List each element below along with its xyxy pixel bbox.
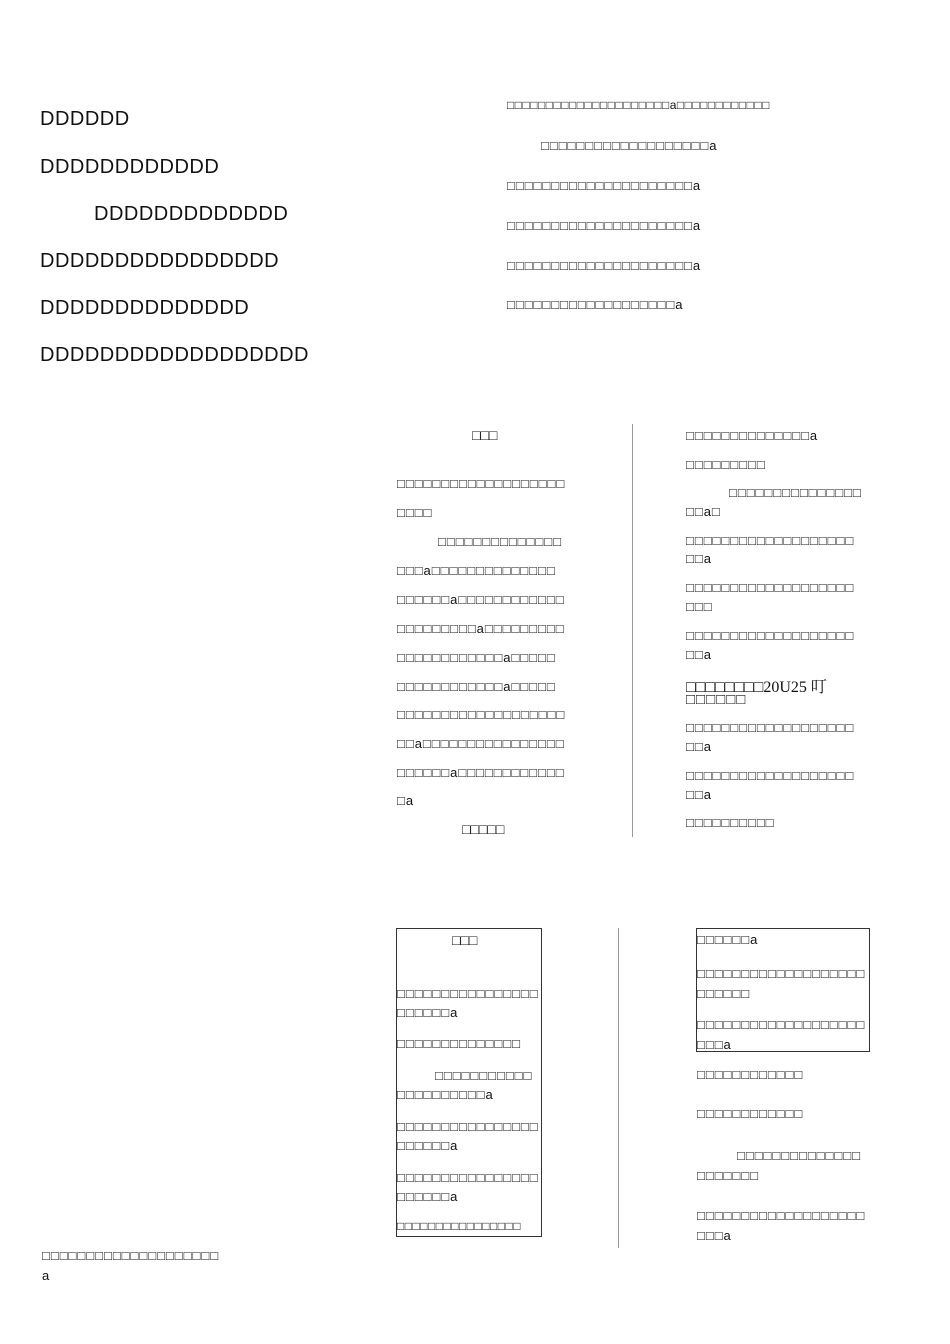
mid-left-line: □□□□□□□□□□□□□□□□□□□	[397, 707, 566, 722]
bottom-right-boxed-item: □□□□□□a	[697, 932, 759, 947]
bottom-left-item: □□□□□□□□□□□□□□□□□□□□□□a	[397, 986, 539, 1020]
bottom-left-item: □□□□□□□□□□□□□□□□□□□□□a	[397, 1068, 533, 1102]
intro-line-4: □□□□□□□□□□□□□□□□□□□□□a	[507, 218, 702, 233]
bottom-right-boxed-item: □□□□□□□□□□□□□□□□□□□□□□□□□	[697, 966, 866, 1001]
intro-line-1: □□□□□□□□□□□□□□□□□□□□□a□□□□□□□□□□□□	[507, 98, 770, 112]
heading-line-4: DDDDDDDDDDDDDDDD	[40, 250, 280, 272]
bottom-right-item: □□□□□□□□□□□□	[697, 1106, 804, 1121]
intro-line-2: □□□□□□□□□□□□□□□□□□□a	[541, 138, 718, 153]
mid-right-line: □□□□□□□□□□□□□□□	[729, 485, 862, 500]
mid-right-line: □□a	[686, 739, 712, 754]
intro-line-5: □□□□□□□□□□□□□□□□□□□□□a	[507, 258, 702, 273]
mid-left-line: □□□□	[397, 505, 433, 520]
mid-right-line: □□a	[686, 787, 712, 802]
mid-divider	[632, 424, 633, 837]
mid-right-line: □□□□□□□□□□□□□□□□□□□	[686, 768, 855, 783]
mid-right-line: □□□□□□□□□□□□□□□□□□□	[686, 580, 855, 595]
intro-line-3: □□□□□□□□□□□□□□□□□□□□□a	[507, 178, 702, 193]
heading-line-1: DDDDDD	[40, 108, 130, 130]
heading-line-5: DDDDDDDDDDDDDD	[40, 297, 250, 319]
bottom-divider	[618, 928, 619, 1248]
bottom-left-item: □□□□□□□□□□□□□□□□□□□□□□a	[397, 1170, 539, 1204]
mid-left-line: □□□□□□□□□□□□□□	[438, 534, 562, 549]
mid-left-line: □□□□□□a□□□□□□□□□□□□	[397, 765, 565, 780]
mid-right-line: □□□□□□□□□	[686, 457, 766, 472]
bottom-left-title: □□□	[452, 932, 478, 948]
bottom-left-item: □□□□□□□□□□□□□□□□□□□□□□a	[397, 1119, 539, 1153]
footer-note-line-1: □□□□□□□□□□□□□□□□□□□□	[42, 1248, 220, 1263]
mid-right-line: □□□□□□□□□□	[686, 815, 775, 830]
bottom-right-item: □□□□□□□□□□□□□□□□□□□□□□a	[697, 1208, 866, 1243]
heading-line-6: DDDDDDDDDDDDDDDDDD	[40, 344, 309, 366]
mid-left-title: □□□	[472, 427, 498, 443]
mid-left-line: □□□□□□□□□a□□□□□□□□□	[397, 621, 565, 636]
heading-line-2: DDDDDDDDDDDD	[40, 156, 220, 178]
bottom-right-boxed-item: □□□□□□□□□□□□□□□□□□□□□□a	[697, 1017, 866, 1052]
mid-left-line: □□a□□□□□□□□□□□□□□□□	[397, 736, 565, 751]
mid-right-line: □□a	[686, 551, 712, 566]
intro-line-6: □□□□□□□□□□□□□□□□□□□a	[507, 297, 684, 312]
mid-right-line: □□□	[686, 599, 713, 614]
mid-left-footer: □□□□□	[462, 821, 505, 837]
mid-left-line: □□□a□□□□□□□□□□□□□□	[397, 563, 556, 578]
mid-right-line: □□a□	[686, 504, 721, 519]
mid-left-line: □□□□□□□□□□□□a□□□□□	[397, 650, 556, 665]
bottom-left-item: □□□□□□□□□□□□□□	[397, 1036, 521, 1051]
mid-left-line: □□□□□□□□□□□□□□□□□□□	[397, 476, 566, 491]
mid-right-date-line: □□□□□□□□20U25 叮	[686, 679, 827, 696]
mid-left-line: □a	[397, 793, 415, 808]
heading-line-3: DDDDDDDDDDDDD	[94, 203, 289, 225]
mid-right-date-line-2: □□□□□□	[686, 691, 747, 708]
bottom-right-item: □□□□□□□□□□□□	[697, 1067, 804, 1082]
footer-note-line-2: a	[42, 1268, 51, 1283]
mid-left-line: □□□□□□□□□□□□a□□□□□	[397, 679, 556, 694]
bottom-right-item: □□□□□□□□□□□□□□□□□□□□□	[697, 1148, 861, 1183]
mid-right-line: □□□□□□□□□□□□□□□□□□□	[686, 720, 855, 735]
mid-right-line: □□a	[686, 647, 712, 662]
mid-right-line: □□□□□□□□□□□□□□a	[686, 428, 819, 443]
mid-left-line: □□□□□□a□□□□□□□□□□□□	[397, 592, 565, 607]
mid-right-line: □□□□□□□□□□□□□□□□□□□	[686, 628, 855, 643]
bottom-left-item: □□□□□□□□□□□□□□□□	[397, 1219, 521, 1233]
mid-right-line: □□□□□□□□□□□□□□□□□□□	[686, 533, 855, 548]
